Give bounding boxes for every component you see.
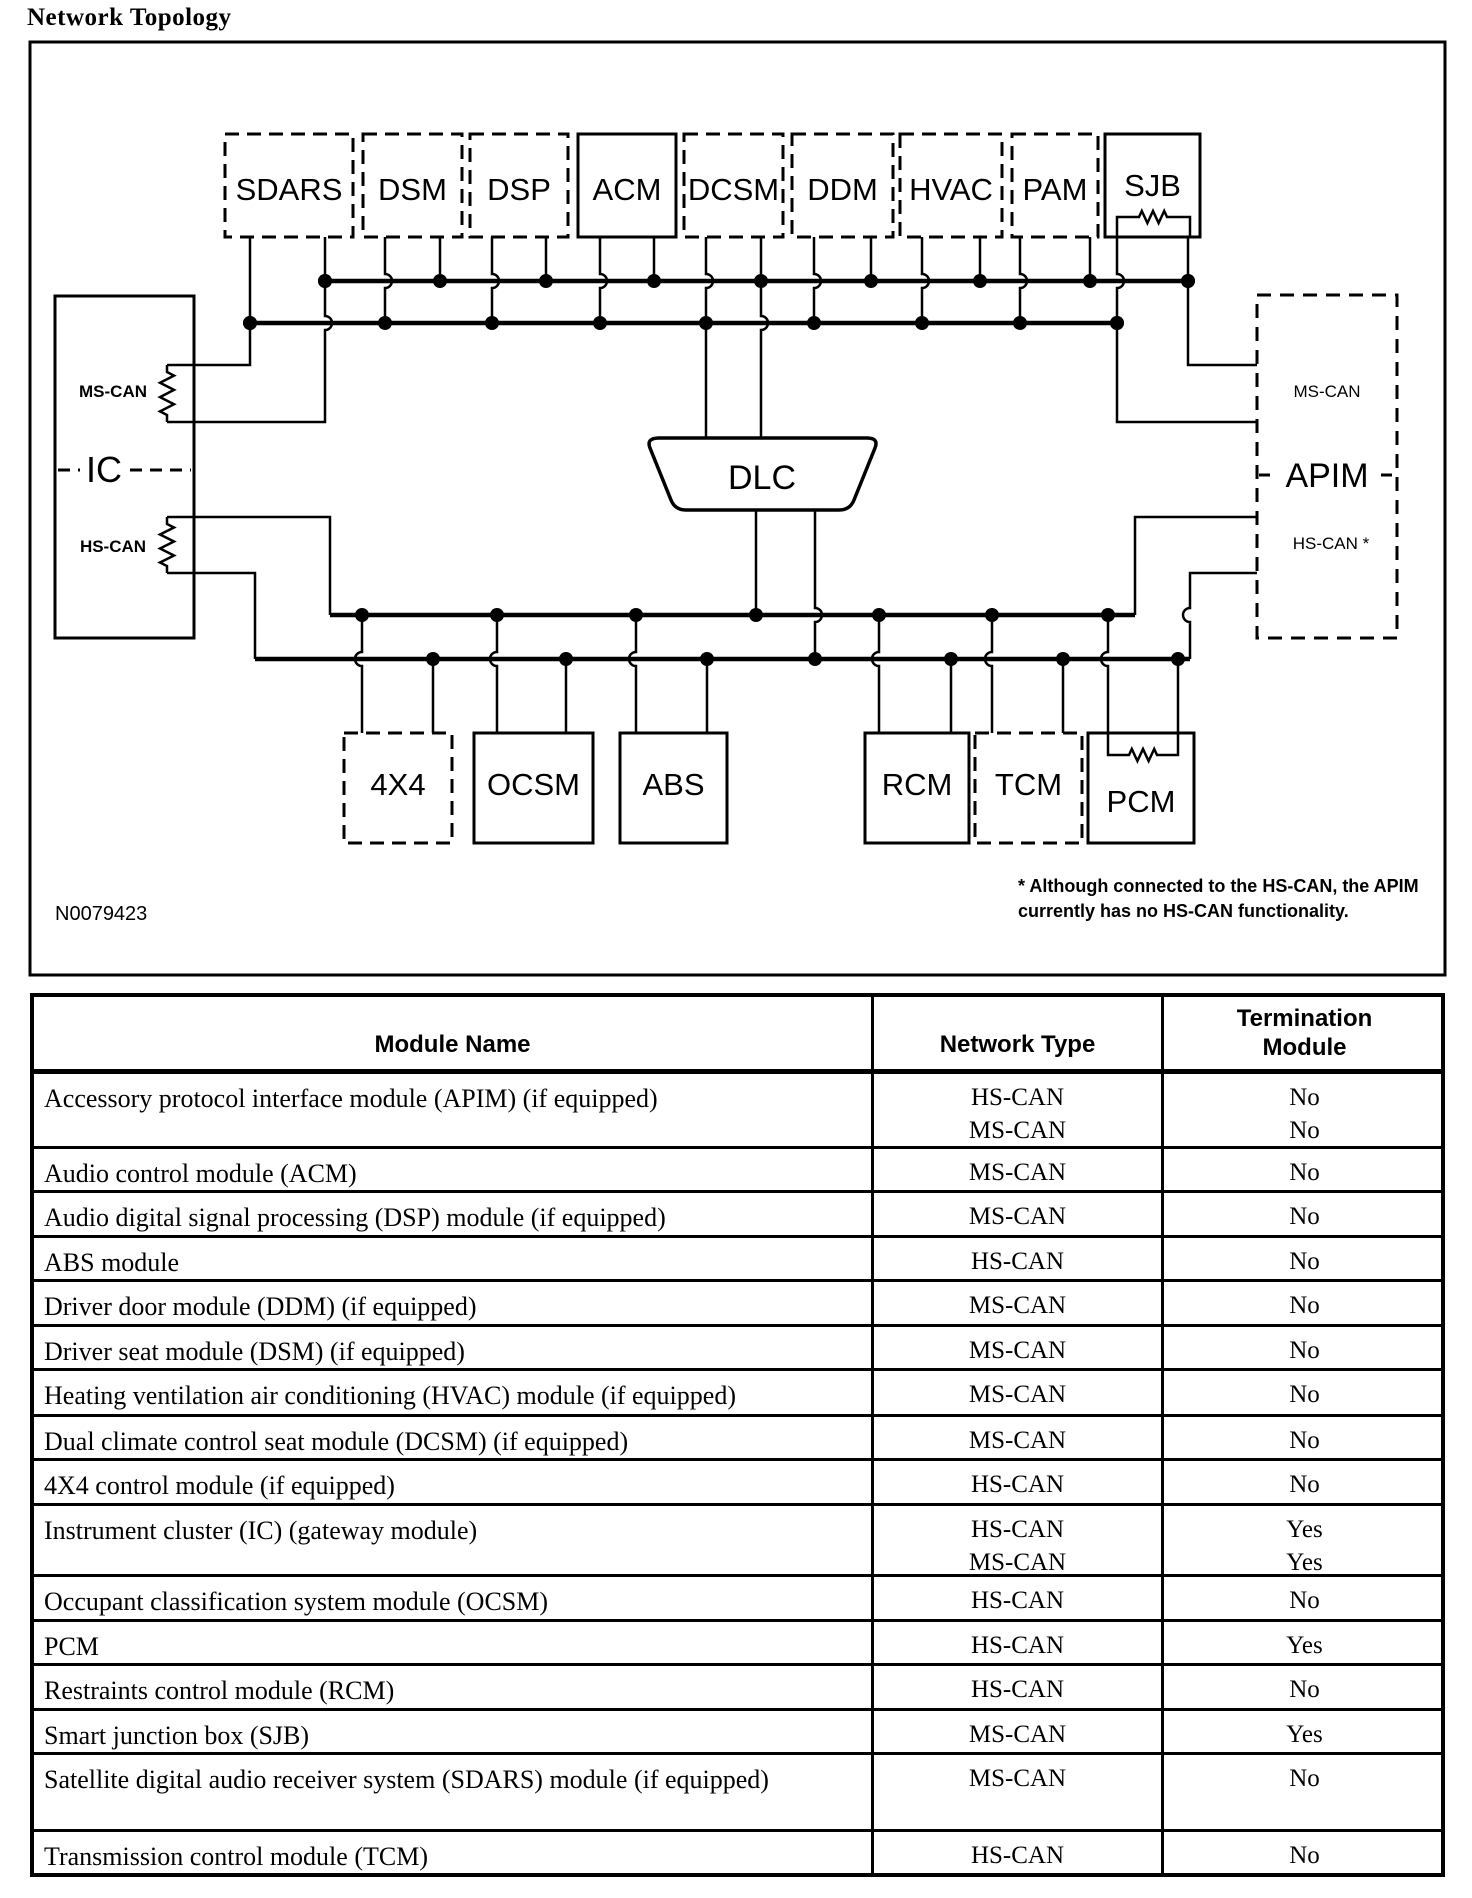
module-table <box>30 993 1445 1877</box>
module-name-cell: Dual climate control seat module (DCSM) (if equipped) <box>34 1417 874 1458</box>
table-row <box>34 1324 1441 1368</box>
termination-cell: No No <box>1289 1084 1320 1144</box>
resistor-stub <box>1172 217 1190 237</box>
bus-wire <box>1135 517 1257 615</box>
drop-wire <box>985 615 992 733</box>
junction-dot <box>872 608 886 622</box>
junction-dot <box>700 652 714 666</box>
module-name-cell: PCM <box>34 1622 874 1663</box>
module-label-tcm: TCM <box>994 767 1063 802</box>
junction-dot <box>426 652 440 666</box>
network-type-cell: MS-CAN <box>874 1371 1164 1414</box>
junction-dot <box>433 274 447 288</box>
drop-wire <box>355 615 362 733</box>
junction-dot <box>485 316 499 330</box>
termination-cell: No <box>1289 1587 1320 1614</box>
network-type-cell: MS-CAN <box>874 1755 1164 1829</box>
termination-cell: No <box>1289 1248 1320 1275</box>
table-row <box>34 1708 1441 1752</box>
table-row <box>34 1574 1441 1619</box>
bus-wire <box>167 517 330 615</box>
termination-cell: No <box>1289 1381 1320 1408</box>
termination-cell: No <box>1289 1159 1320 1186</box>
network-type-cell: MS-CAN <box>874 1417 1164 1458</box>
module-label-rcm: RCM <box>881 767 953 802</box>
ic-hs-can-label: HS-CAN <box>79 537 147 556</box>
network-type-cell: HS-CAN MS-CAN <box>874 1506 1164 1574</box>
module-label-ic: IC <box>86 449 122 490</box>
table-row <box>34 1663 1441 1708</box>
junction-dot <box>1181 274 1195 288</box>
network-type-cell: HS-CAN MS-CAN <box>874 1074 1164 1146</box>
footnote-line-1: * Although connected to the HS-CAN, the APIM <box>1018 876 1419 896</box>
drop-wire <box>1101 615 1108 733</box>
junction-dot <box>1083 274 1097 288</box>
apim-hs-can-label: HS-CAN * <box>1292 534 1370 553</box>
ic-ms-can-label: MS-CAN <box>79 382 147 401</box>
junction-dot <box>559 652 573 666</box>
table-row <box>34 1752 1441 1829</box>
module-name-cell: Restraints control module (RCM) <box>34 1666 874 1708</box>
termination-resistor <box>160 365 174 422</box>
termination-cell: No <box>1289 1203 1320 1230</box>
drop-wire <box>490 615 497 733</box>
module-name-cell: Transmission control module (TCM) <box>34 1832 874 1873</box>
network-type-cell: MS-CAN <box>874 1193 1164 1235</box>
module-label-sdars: SDARS <box>235 172 343 207</box>
network-type-cell: HS-CAN <box>874 1832 1164 1873</box>
network-type-cell: HS-CAN <box>874 1666 1164 1708</box>
module-label-pam: PAM <box>1022 172 1088 207</box>
network-type-cell: MS-CAN <box>874 1149 1164 1190</box>
module-label-acm: ACM <box>592 172 662 207</box>
dlc-label: DLC <box>727 459 797 497</box>
junction-dot <box>539 274 553 288</box>
termination-cell: No <box>1289 1337 1320 1364</box>
network-type-cell: MS-CAN <box>874 1711 1164 1752</box>
module-name-cell: Satellite digital audio receiver system (SDARS) module (if equipped) <box>34 1755 874 1829</box>
drop-wire <box>629 615 636 733</box>
module-name-cell: Audio digital signal processing (DSP) module (if equipped) <box>34 1193 874 1235</box>
network-type-cell: HS-CAN <box>874 1461 1164 1503</box>
resistor-stub <box>1117 217 1134 237</box>
termination-resistor <box>1124 749 1162 761</box>
bus-wire <box>1188 281 1257 365</box>
column-header-module-name: Module Name <box>34 997 874 1069</box>
module-name-cell: Occupant classification system module (OCSM) <box>34 1577 874 1619</box>
module-name-cell: 4X4 control module (if equipped) <box>34 1461 874 1503</box>
table-row <box>34 1414 1441 1458</box>
junction-dot <box>944 652 958 666</box>
junction-dot <box>864 274 878 288</box>
termination-cell: Yes <box>1286 1632 1323 1659</box>
table-row <box>34 1190 1441 1235</box>
module-label-dsp: DSP <box>487 172 551 207</box>
termination-cell: No <box>1289 1292 1320 1319</box>
termination-cell: No <box>1289 1471 1320 1498</box>
module-label-apim: APIM <box>1285 457 1369 495</box>
termination-cell: No <box>1289 1842 1320 1869</box>
resistor-stub <box>1162 733 1178 755</box>
junction-dot <box>985 608 999 622</box>
termination-cell: No <box>1289 1765 1320 1792</box>
drop-wire <box>872 615 879 733</box>
termination-cell: No <box>1289 1676 1320 1703</box>
junction-dot <box>593 316 607 330</box>
bus-wire <box>167 573 255 659</box>
junction-dot <box>378 316 392 330</box>
network-type-cell: HS-CAN <box>874 1622 1164 1663</box>
column-header-network-type: Network Type <box>874 997 1164 1069</box>
network-type-cell: MS-CAN <box>874 1282 1164 1324</box>
junction-dot <box>1101 608 1115 622</box>
junction-dot <box>808 652 822 666</box>
junction-dot <box>749 608 763 622</box>
module-label-dsm: DSM <box>378 172 447 207</box>
footnote-line-2: currently has no HS-CAN functionality. <box>1018 901 1349 921</box>
table-row <box>34 1368 1441 1414</box>
module-label-ocsm: OCSM <box>487 767 580 802</box>
termination-cell: No <box>1289 1427 1320 1454</box>
resistor-stub <box>1108 733 1124 755</box>
junction-dot <box>1013 316 1027 330</box>
module-name-cell: Audio control module (ACM) <box>34 1149 874 1190</box>
junction-dot <box>243 316 257 330</box>
module-name-cell: Smart junction box (SJB) <box>34 1711 874 1752</box>
table-row <box>34 1146 1441 1190</box>
module-label-4x4: 4X4 <box>370 767 426 802</box>
module-label-ddm: DDM <box>807 172 878 207</box>
termination-resistor <box>1134 211 1172 223</box>
table-row <box>34 1458 1441 1503</box>
module-box-ic <box>55 296 194 638</box>
table-row <box>34 1619 1441 1663</box>
junction-dot <box>1171 652 1185 666</box>
diagram-id-label: N0079423 <box>55 903 148 925</box>
junction-dot <box>915 316 929 330</box>
junction-dot <box>973 274 987 288</box>
bus-wire <box>815 510 822 659</box>
table-row <box>34 1503 1441 1574</box>
bus-wire <box>167 323 250 365</box>
junction-dot <box>318 274 332 288</box>
network-type-cell: HS-CAN <box>874 1238 1164 1279</box>
diagram-footnote <box>1018 874 1419 924</box>
termination-cell: Yes Yes <box>1286 1516 1323 1574</box>
junction-dot <box>647 274 661 288</box>
table-row <box>34 1071 1441 1146</box>
module-label-abs: ABS <box>642 767 705 802</box>
module-label-dcsm: DCSM <box>687 172 780 207</box>
junction-dot <box>1056 652 1070 666</box>
termination-resistor <box>160 517 174 573</box>
junction-dot <box>490 608 504 622</box>
table-row <box>34 1279 1441 1324</box>
apim-ms-can-label: MS-CAN <box>1293 382 1361 401</box>
module-name-cell: ABS module <box>34 1238 874 1279</box>
module-label-pcm: PCM <box>1106 784 1176 819</box>
module-label-hvac: HVAC <box>909 172 993 207</box>
junction-dot <box>355 608 369 622</box>
module-name-cell: Accessory protocol interface module (APIM) (if equipped) <box>34 1074 874 1146</box>
network-type-cell: HS-CAN <box>874 1577 1164 1619</box>
junction-dot <box>807 316 821 330</box>
junction-dot <box>629 608 643 622</box>
junction-dot <box>1110 316 1124 330</box>
module-name-cell: Driver door module (DDM) (if equipped) <box>34 1282 874 1324</box>
module-name-cell: Instrument cluster (IC) (gateway module) <box>34 1506 874 1574</box>
table-row <box>34 1829 1441 1873</box>
bus-wire <box>1183 573 1257 659</box>
module-label-sjb: SJB <box>1124 168 1181 203</box>
page-title: Network Topology <box>27 4 232 31</box>
module-name-cell: Driver seat module (DSM) (if equipped) <box>34 1327 874 1368</box>
column-header-termination-module: Termination Module <box>1236 1005 1373 1061</box>
table-header-row <box>34 997 1441 1071</box>
bus-wire <box>761 281 768 438</box>
table-row <box>34 1235 1441 1279</box>
termination-cell: Yes <box>1286 1721 1323 1748</box>
network-type-cell: MS-CAN <box>874 1327 1164 1368</box>
module-name-cell: Heating ventilation air conditioning (HVAC) module (if equipped) <box>34 1371 874 1414</box>
